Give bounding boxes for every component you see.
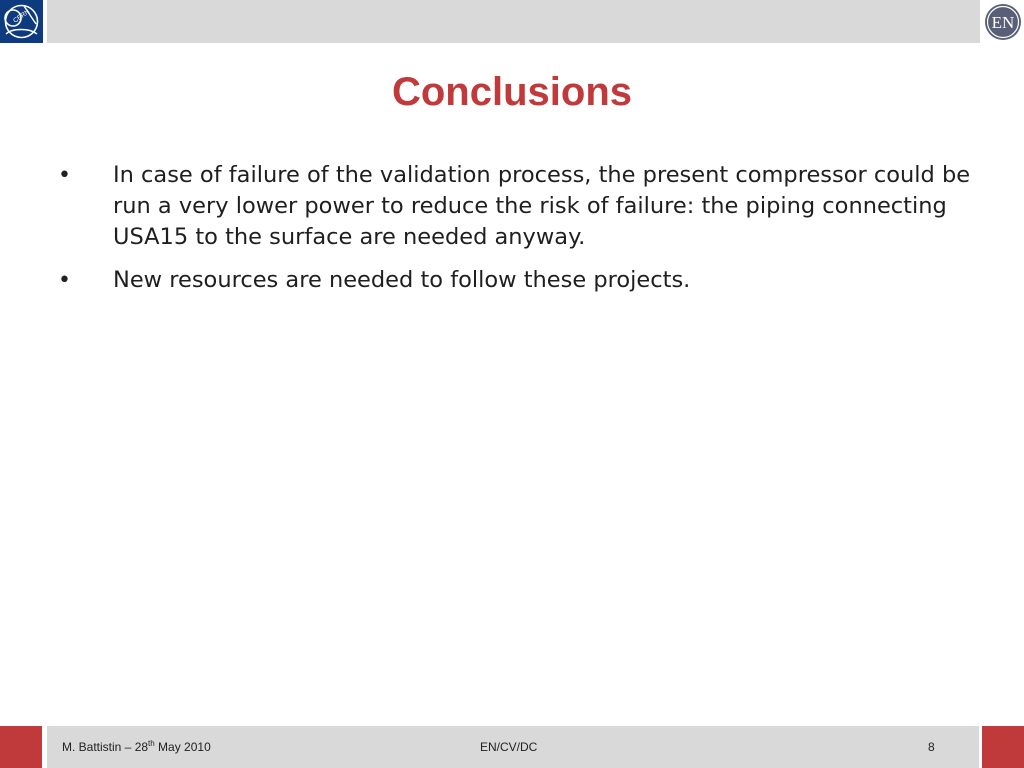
bullet-text-2: New resources are needed to follow these projects.	[113, 267, 691, 293]
footer-center-text: EN/CV/DC	[480, 740, 538, 754]
footer-author-suffix: May 2010	[154, 740, 211, 754]
footer-author	[62, 740, 211, 754]
bullet-icon: •	[58, 163, 71, 188]
header-bar	[0, 0, 1024, 43]
bullet-text-1: In case of failure of the validation process, the present compressor could be run a very lower power to reduce the risk of failure: the piping connecting USA15 to the surface are needed anyway.	[113, 162, 971, 250]
svg-text:EN: EN	[991, 12, 1015, 32]
slide-title: Conclusions	[391, 70, 633, 114]
footer-left-accent	[0, 726, 42, 768]
footer-author-prefix: M. Battistin – 28	[62, 740, 149, 754]
bullet-list	[58, 160, 978, 308]
svg-text:CERN: CERN	[12, 8, 32, 25]
bullet-item-1	[58, 160, 978, 253]
bullet-icon: •	[58, 268, 71, 293]
cern-logo	[0, 0, 43, 43]
page-number: 8	[928, 740, 935, 754]
en-logo-icon	[983, 2, 1023, 42]
en-logo	[982, 0, 1024, 43]
cern-logo-icon	[0, 0, 43, 43]
header-band	[47, 0, 980, 43]
bullet-item-2	[58, 265, 978, 296]
footer-right-accent	[982, 726, 1024, 768]
footer-author-sup: th	[148, 739, 155, 748]
